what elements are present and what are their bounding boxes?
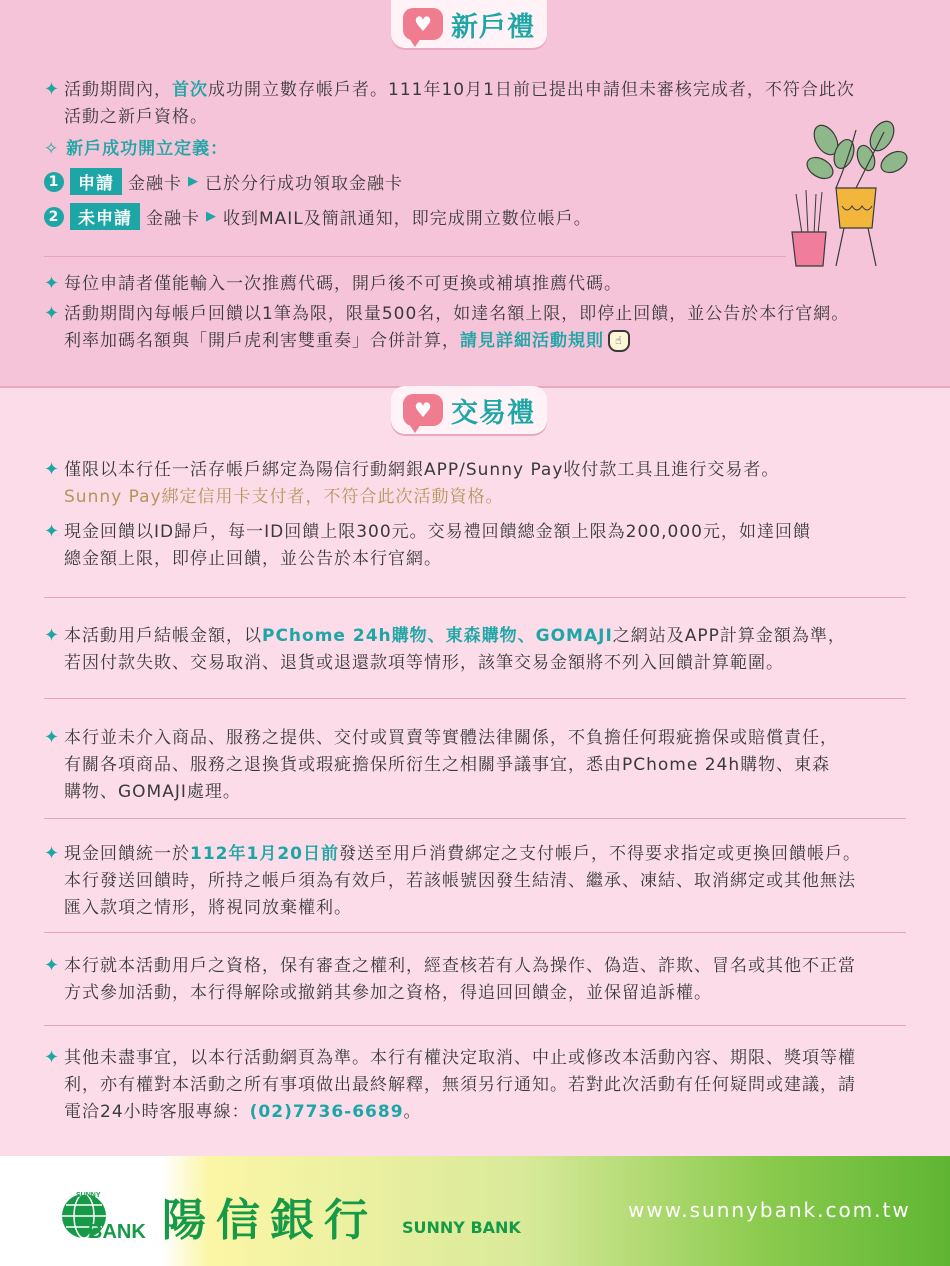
sunny-bank-logo (60, 1186, 146, 1243)
rule-item: ✦ 活動期間內每帳戶回饋以1筆為限，限量500名，如達名額上限，即停止回饋，並公告於本行官網。 利率加碼名額與「開戶虎利害雙重奏」合併計算，請見詳細活動規則 ☝ (44, 300, 849, 355)
new-account-badge (391, 0, 547, 48)
star-icon: ✦ (44, 303, 61, 324)
rules-link[interactable]: 請見詳細活動規則 (460, 331, 604, 351)
definition-step-2: 2 未申請 金融卡 ▶ 收到MAIL及簡訊通知，即完成開立數位帳戶。 (44, 203, 592, 230)
divider (44, 698, 906, 699)
star-icon: ✦ (44, 273, 61, 294)
divider (44, 1025, 906, 1026)
transaction-badge (391, 386, 547, 434)
star-icon: ✦ (44, 843, 61, 864)
star-icon: ✦ (44, 625, 61, 646)
svg-text:SUNNY: SUNNY (76, 1192, 101, 1199)
step-tag: 未申請 (70, 203, 140, 230)
new-account-section (0, 0, 950, 388)
badge-title: 交易禮 (451, 397, 535, 429)
rule-item: ✦ 本活動用戶結帳金額，以PChome 24h購物、東森購物、GOMAJI之網站及APP計算金額為準， 若因付款失敗、交易取消、退貨或退還款項等情形，該筆交易金額將不列入回饋計算範圍。 (44, 622, 846, 677)
star-icon: ✦ (44, 521, 61, 542)
rule-item: ✦ 活動期間內，首次成功開立數存帳戶者。111年10月1日前已提出申請但未審核完成者，不符合此次 活動之新戶資格。 (44, 76, 855, 131)
svg-text:BANK: BANK (88, 1221, 146, 1243)
hotline-phone[interactable]: (02)7736-6689 (249, 1102, 404, 1122)
divider (44, 818, 906, 819)
definition-heading: ✧ 新戶成功開立定義： (44, 139, 229, 159)
triangle-right-icon: ▶ (206, 209, 217, 224)
definition-step-1: 1 申請 金融卡 ▶ 已於分行成功領取金融卡 (44, 168, 403, 195)
step-tag: 申請 (70, 168, 122, 195)
rule-item: ✦ 每位申請者僅能輸入一次推薦代碼，開戶後不可更換或補填推薦代碼。 (44, 270, 622, 298)
number-badge: 1 (44, 172, 64, 192)
heart-bubble-icon: ♥ (403, 8, 443, 40)
rule-item: ✦ 現金回饋以ID歸戶，每一ID回饋上限300元。交易禮回饋總金額上限為200,000元，如達回饋 總金額上限，即停止回饋，並公告於本行官網。 (44, 518, 811, 573)
heart-bubble-icon: ♥ (403, 394, 443, 426)
star-icon: ✦ (44, 955, 61, 976)
number-badge: 2 (44, 207, 64, 227)
bank-name: 陽信銀行 (162, 1195, 378, 1246)
hand-pointer-icon: ☝ (608, 330, 630, 352)
website-url[interactable]: www.sunnybank.com.tw (628, 1198, 911, 1222)
divider (44, 256, 786, 257)
star-icon: ✦ (44, 1047, 61, 1068)
bank-english-name: SUNNY BANK (402, 1218, 521, 1237)
star-icon: ✦ (44, 727, 61, 748)
divider (44, 597, 906, 598)
rule-item: ✦ 僅限以本行任一活存帳戶綁定為陽信行動網銀APP/Sunny Pay收付款工具且進行交易者。 Sunny Pay綁定信用卡支付者，不符合此次活動資格。 (44, 456, 779, 511)
plant-illustration (786, 110, 916, 270)
star-icon: ✦ (44, 459, 61, 480)
badge-title: 新戶禮 (451, 11, 535, 43)
footer (0, 1156, 950, 1266)
rule-item: ✦ 現金回饋統一於112年1月20日前發送至用戶消費綁定之支付帳戶，不得要求指定或更換回饋帳戶。 本行發送回饋時，所持之帳戶須為有效戶，若該帳號因發生結清、繼承、凍結、取消綁定或其他無法 匯入款項之情形，將視同放棄權利。 (44, 840, 861, 922)
rule-item: ✦ 本行就本活動用戶之資格，保有審查之權利，經查核若有人為操作、偽造、詐欺、冒名或其他不正當 方式參加活動，本行得解除或撤銷其參加之資格，得追回回饋金，並保留追訴權。 (44, 952, 856, 1007)
rule-item: ✦ 其他未盡事宜，以本行活動網頁為準。本行有權決定取消、中止或修改本活動內容、期限、獎項等權 利，亦有權對本活動之所有事項做出最終解釋，無須另行通知。若對此次活動有任何疑問或建議，請 電洽24小時客服專線：(02)7736-6689。 (44, 1044, 856, 1126)
divider (44, 932, 906, 933)
triangle-right-icon: ▶ (188, 174, 199, 189)
rule-item: ✦ 本行並未介入商品、服務之提供、交付或買賣等實體法律關係，不負擔任何瑕疵擔保或賠償責任， 有關各項商品、服務之退換貨或瑕疵擔保所衍生之相關爭議事宜，悉由PChome 24h購物、東森 購物、GOMAJI處理。 (44, 724, 838, 806)
star-icon: ✦ (44, 79, 61, 100)
